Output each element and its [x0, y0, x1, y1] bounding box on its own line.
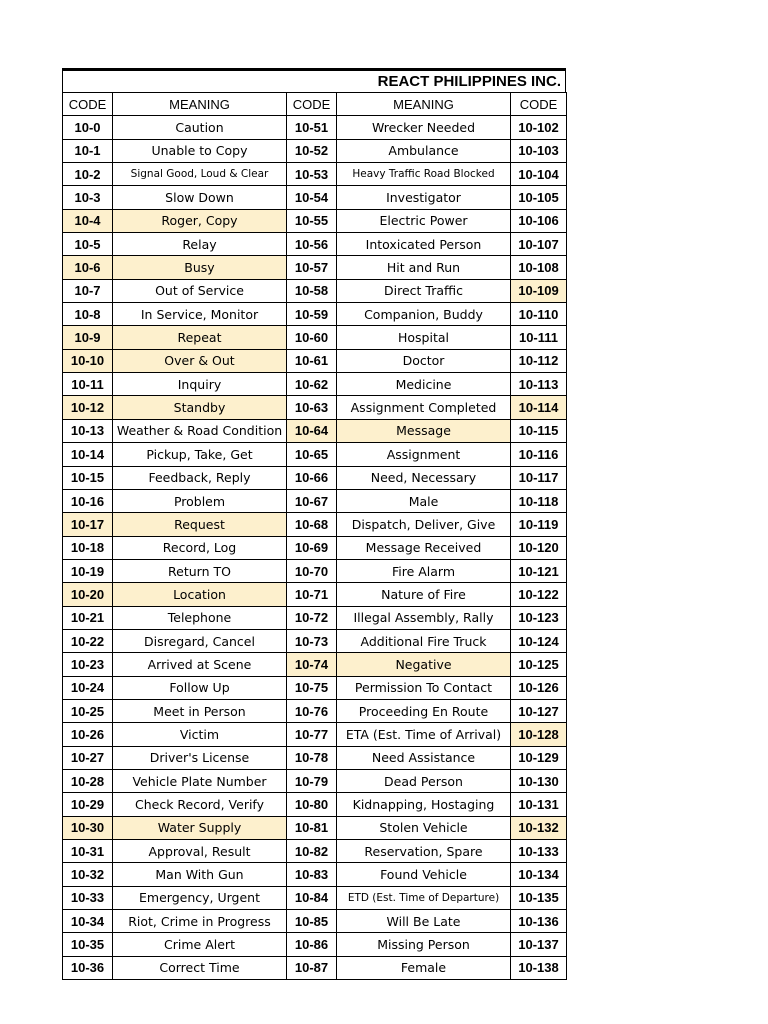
table-row — [63, 606, 567, 629]
table-row — [63, 653, 567, 676]
code-cell: 10-129 — [511, 746, 567, 769]
meaning-cell: In Service, Monitor — [113, 303, 287, 326]
table-row — [63, 886, 567, 909]
code-cell: 10-21 — [63, 606, 113, 629]
table-row — [63, 396, 567, 419]
table-row — [63, 559, 567, 582]
code-cell: 10-105 — [511, 186, 567, 209]
meaning-cell: Ambulance — [337, 139, 511, 162]
code-cell: 10-124 — [511, 629, 567, 652]
meaning-cell: Return TO — [113, 559, 287, 582]
meaning-cell: Female — [337, 956, 511, 979]
meaning-cell: ETA (Est. Time of Arrival) — [337, 723, 511, 746]
meaning-cell: Telephone — [113, 606, 287, 629]
header-meaning-1: MEANING — [113, 93, 287, 116]
meaning-cell: Companion, Buddy — [337, 303, 511, 326]
code-cell: 10-86 — [287, 933, 337, 956]
table-row — [63, 163, 567, 186]
meaning-cell: Fire Alarm — [337, 559, 511, 582]
code-cell: 10-7 — [63, 279, 113, 302]
table-row — [63, 186, 567, 209]
code-cell: 10-115 — [511, 419, 567, 442]
table-row — [63, 840, 567, 863]
table-row — [63, 209, 567, 232]
header-code-1: CODE — [63, 93, 113, 116]
codes-table — [62, 92, 567, 980]
meaning-cell: Stolen Vehicle — [337, 816, 511, 839]
meaning-cell: Out of Service — [113, 279, 287, 302]
code-cell: 10-28 — [63, 769, 113, 792]
meaning-cell: Follow Up — [113, 676, 287, 699]
meaning-cell: Proceeding En Route — [337, 699, 511, 722]
table-row — [63, 513, 567, 536]
code-cell: 10-134 — [511, 863, 567, 886]
meaning-cell: Need Assistance — [337, 746, 511, 769]
code-cell: 10-130 — [511, 769, 567, 792]
table-row — [63, 583, 567, 606]
meaning-cell: Unable to Copy — [113, 139, 287, 162]
code-cell: 10-25 — [63, 699, 113, 722]
table-row — [63, 699, 567, 722]
table-row — [63, 256, 567, 279]
code-cell: 10-126 — [511, 676, 567, 699]
code-cell: 10-56 — [287, 233, 337, 256]
code-cell: 10-78 — [287, 746, 337, 769]
meaning-cell: ETD (Est. Time of Departure) — [337, 886, 511, 909]
code-cell: 10-31 — [63, 840, 113, 863]
code-cell: 10-2 — [63, 163, 113, 186]
meaning-cell: Crime Alert — [113, 933, 287, 956]
meaning-cell: Check Record, Verify — [113, 793, 287, 816]
meaning-cell: Record, Log — [113, 536, 287, 559]
meaning-cell: Caution — [113, 116, 287, 139]
code-cell: 10-77 — [287, 723, 337, 746]
code-cell: 10-15 — [63, 466, 113, 489]
code-cell: 10-1 — [63, 139, 113, 162]
table-row — [63, 629, 567, 652]
sheet-title: REACT PHILIPPINES INC. — [62, 68, 566, 92]
code-cell: 10-6 — [63, 256, 113, 279]
meaning-cell: Pickup, Take, Get — [113, 443, 287, 466]
meaning-cell: Intoxicated Person — [337, 233, 511, 256]
code-cell: 10-68 — [287, 513, 337, 536]
code-cell: 10-32 — [63, 863, 113, 886]
meaning-cell: Message Received — [337, 536, 511, 559]
meaning-cell: Problem — [113, 489, 287, 512]
meaning-cell: Electric Power — [337, 209, 511, 232]
meaning-cell: Arrived at Scene — [113, 653, 287, 676]
code-cell: 10-16 — [63, 489, 113, 512]
code-cell: 10-122 — [511, 583, 567, 606]
code-cell: 10-128 — [511, 723, 567, 746]
code-cell: 10-17 — [63, 513, 113, 536]
table-row — [63, 956, 567, 979]
meaning-cell: Hit and Run — [337, 256, 511, 279]
table-row — [63, 443, 567, 466]
meaning-cell: Investigator — [337, 186, 511, 209]
code-cell: 10-125 — [511, 653, 567, 676]
code-cell: 10-65 — [287, 443, 337, 466]
code-cell: 10-59 — [287, 303, 337, 326]
table-row — [63, 769, 567, 792]
table-row — [63, 303, 567, 326]
meaning-cell: Found Vehicle — [337, 863, 511, 886]
meaning-cell: Additional Fire Truck — [337, 629, 511, 652]
code-sheet — [62, 68, 566, 980]
meaning-cell: Medicine — [337, 373, 511, 396]
meaning-cell: Permission To Contact — [337, 676, 511, 699]
code-cell: 10-18 — [63, 536, 113, 559]
meaning-cell: Roger, Copy — [113, 209, 287, 232]
code-cell: 10-34 — [63, 910, 113, 933]
table-row — [63, 910, 567, 933]
code-cell: 10-76 — [287, 699, 337, 722]
meaning-cell: Male — [337, 489, 511, 512]
code-cell: 10-27 — [63, 746, 113, 769]
code-cell: 10-127 — [511, 699, 567, 722]
meaning-cell: Vehicle Plate Number — [113, 769, 287, 792]
code-cell: 10-120 — [511, 536, 567, 559]
code-cell: 10-135 — [511, 886, 567, 909]
meaning-cell: Signal Good, Loud & Clear — [113, 163, 287, 186]
code-cell: 10-22 — [63, 629, 113, 652]
meaning-cell: Dispatch, Deliver, Give — [337, 513, 511, 536]
meaning-cell: Feedback, Reply — [113, 466, 287, 489]
code-cell: 10-109 — [511, 279, 567, 302]
meaning-cell: Heavy Traffic Road Blocked — [337, 163, 511, 186]
code-cell: 10-104 — [511, 163, 567, 186]
code-cell: 10-61 — [287, 349, 337, 372]
meaning-cell: Disregard, Cancel — [113, 629, 287, 652]
code-cell: 10-118 — [511, 489, 567, 512]
code-cell: 10-52 — [287, 139, 337, 162]
code-cell: 10-113 — [511, 373, 567, 396]
meaning-cell: Driver's License — [113, 746, 287, 769]
code-cell: 10-23 — [63, 653, 113, 676]
code-cell: 10-74 — [287, 653, 337, 676]
code-cell: 10-30 — [63, 816, 113, 839]
code-cell: 10-51 — [287, 116, 337, 139]
header-row — [63, 93, 567, 116]
meaning-cell: Wrecker Needed — [337, 116, 511, 139]
code-cell: 10-19 — [63, 559, 113, 582]
meaning-cell: Man With Gun — [113, 863, 287, 886]
code-cell: 10-85 — [287, 910, 337, 933]
code-cell: 10-82 — [287, 840, 337, 863]
meaning-cell: Hospital — [337, 326, 511, 349]
code-cell: 10-66 — [287, 466, 337, 489]
meaning-cell: Location — [113, 583, 287, 606]
meaning-cell: Weather & Road Condition — [113, 419, 287, 442]
meaning-cell: Over & Out — [113, 349, 287, 372]
table-row — [63, 933, 567, 956]
code-cell: 10-36 — [63, 956, 113, 979]
code-cell: 10-81 — [287, 816, 337, 839]
code-cell: 10-26 — [63, 723, 113, 746]
code-cell: 10-136 — [511, 910, 567, 933]
table-row — [63, 326, 567, 349]
table-row — [63, 536, 567, 559]
meaning-cell: Request — [113, 513, 287, 536]
meaning-cell: Slow Down — [113, 186, 287, 209]
header-code-2: CODE — [287, 93, 337, 116]
code-cell: 10-106 — [511, 209, 567, 232]
meaning-cell: Busy — [113, 256, 287, 279]
table-row — [63, 233, 567, 256]
code-cell: 10-58 — [287, 279, 337, 302]
code-cell: 10-3 — [63, 186, 113, 209]
code-cell: 10-24 — [63, 676, 113, 699]
code-cell: 10-83 — [287, 863, 337, 886]
meaning-cell: Negative — [337, 653, 511, 676]
code-cell: 10-67 — [287, 489, 337, 512]
meaning-cell: Approval, Result — [113, 840, 287, 863]
code-cell: 10-123 — [511, 606, 567, 629]
code-cell: 10-35 — [63, 933, 113, 956]
code-cell: 10-11 — [63, 373, 113, 396]
meaning-cell: Reservation, Spare — [337, 840, 511, 863]
code-cell: 10-63 — [287, 396, 337, 419]
code-cell: 10-121 — [511, 559, 567, 582]
meaning-cell: Water Supply — [113, 816, 287, 839]
code-cell: 10-12 — [63, 396, 113, 419]
code-cell: 10-116 — [511, 443, 567, 466]
meaning-cell: Relay — [113, 233, 287, 256]
meaning-cell: Missing Person — [337, 933, 511, 956]
table-row — [63, 373, 567, 396]
code-cell: 10-132 — [511, 816, 567, 839]
meaning-cell: Kidnapping, Hostaging — [337, 793, 511, 816]
code-cell: 10-14 — [63, 443, 113, 466]
table-row — [63, 489, 567, 512]
table-row — [63, 139, 567, 162]
code-cell: 10-79 — [287, 769, 337, 792]
code-cell: 10-107 — [511, 233, 567, 256]
table-row — [63, 116, 567, 139]
code-cell: 10-55 — [287, 209, 337, 232]
table-row — [63, 279, 567, 302]
code-cell: 10-33 — [63, 886, 113, 909]
code-cell: 10-62 — [287, 373, 337, 396]
code-cell: 10-64 — [287, 419, 337, 442]
code-cell: 10-137 — [511, 933, 567, 956]
meaning-cell: Riot, Crime in Progress — [113, 910, 287, 933]
meaning-cell: Assignment Completed — [337, 396, 511, 419]
code-cell: 10-8 — [63, 303, 113, 326]
code-cell: 10-112 — [511, 349, 567, 372]
code-cell: 10-114 — [511, 396, 567, 419]
code-cell: 10-5 — [63, 233, 113, 256]
meaning-cell: Meet in Person — [113, 699, 287, 722]
meaning-cell: Standby — [113, 396, 287, 419]
header-meaning-2: MEANING — [337, 93, 511, 116]
table-row — [63, 863, 567, 886]
code-cell: 10-138 — [511, 956, 567, 979]
header-code-3: CODE — [511, 93, 567, 116]
code-cell: 10-108 — [511, 256, 567, 279]
code-cell: 10-103 — [511, 139, 567, 162]
code-cell: 10-13 — [63, 419, 113, 442]
meaning-cell: Emergency, Urgent — [113, 886, 287, 909]
meaning-cell: Nature of Fire — [337, 583, 511, 606]
meaning-cell: Victim — [113, 723, 287, 746]
code-cell: 10-80 — [287, 793, 337, 816]
code-cell: 10-70 — [287, 559, 337, 582]
code-cell: 10-117 — [511, 466, 567, 489]
table-row — [63, 816, 567, 839]
code-cell: 10-29 — [63, 793, 113, 816]
meaning-cell: Will Be Late — [337, 910, 511, 933]
code-cell: 10-71 — [287, 583, 337, 606]
table-row — [63, 349, 567, 372]
code-cell: 10-131 — [511, 793, 567, 816]
code-cell: 10-111 — [511, 326, 567, 349]
code-cell: 10-87 — [287, 956, 337, 979]
code-cell: 10-0 — [63, 116, 113, 139]
code-cell: 10-133 — [511, 840, 567, 863]
code-cell: 10-69 — [287, 536, 337, 559]
table-row — [63, 466, 567, 489]
code-cell: 10-20 — [63, 583, 113, 606]
meaning-cell: Dead Person — [337, 769, 511, 792]
code-cell: 10-110 — [511, 303, 567, 326]
code-cell: 10-10 — [63, 349, 113, 372]
table-row — [63, 746, 567, 769]
meaning-cell: Doctor — [337, 349, 511, 372]
meaning-cell: Inquiry — [113, 373, 287, 396]
meaning-cell: Need, Necessary — [337, 466, 511, 489]
meaning-cell: Assignment — [337, 443, 511, 466]
code-cell: 10-9 — [63, 326, 113, 349]
code-cell: 10-72 — [287, 606, 337, 629]
code-cell: 10-119 — [511, 513, 567, 536]
code-cell: 10-54 — [287, 186, 337, 209]
code-cell: 10-102 — [511, 116, 567, 139]
table-row — [63, 793, 567, 816]
meaning-cell: Illegal Assembly, Rally — [337, 606, 511, 629]
code-cell: 10-75 — [287, 676, 337, 699]
code-cell: 10-53 — [287, 163, 337, 186]
meaning-cell: Message — [337, 419, 511, 442]
table-row — [63, 419, 567, 442]
meaning-cell: Repeat — [113, 326, 287, 349]
table-row — [63, 676, 567, 699]
code-cell: 10-60 — [287, 326, 337, 349]
code-cell: 10-84 — [287, 886, 337, 909]
meaning-cell: Correct Time — [113, 956, 287, 979]
code-cell: 10-73 — [287, 629, 337, 652]
code-cell: 10-57 — [287, 256, 337, 279]
meaning-cell: Direct Traffic — [337, 279, 511, 302]
code-cell: 10-4 — [63, 209, 113, 232]
table-row — [63, 723, 567, 746]
